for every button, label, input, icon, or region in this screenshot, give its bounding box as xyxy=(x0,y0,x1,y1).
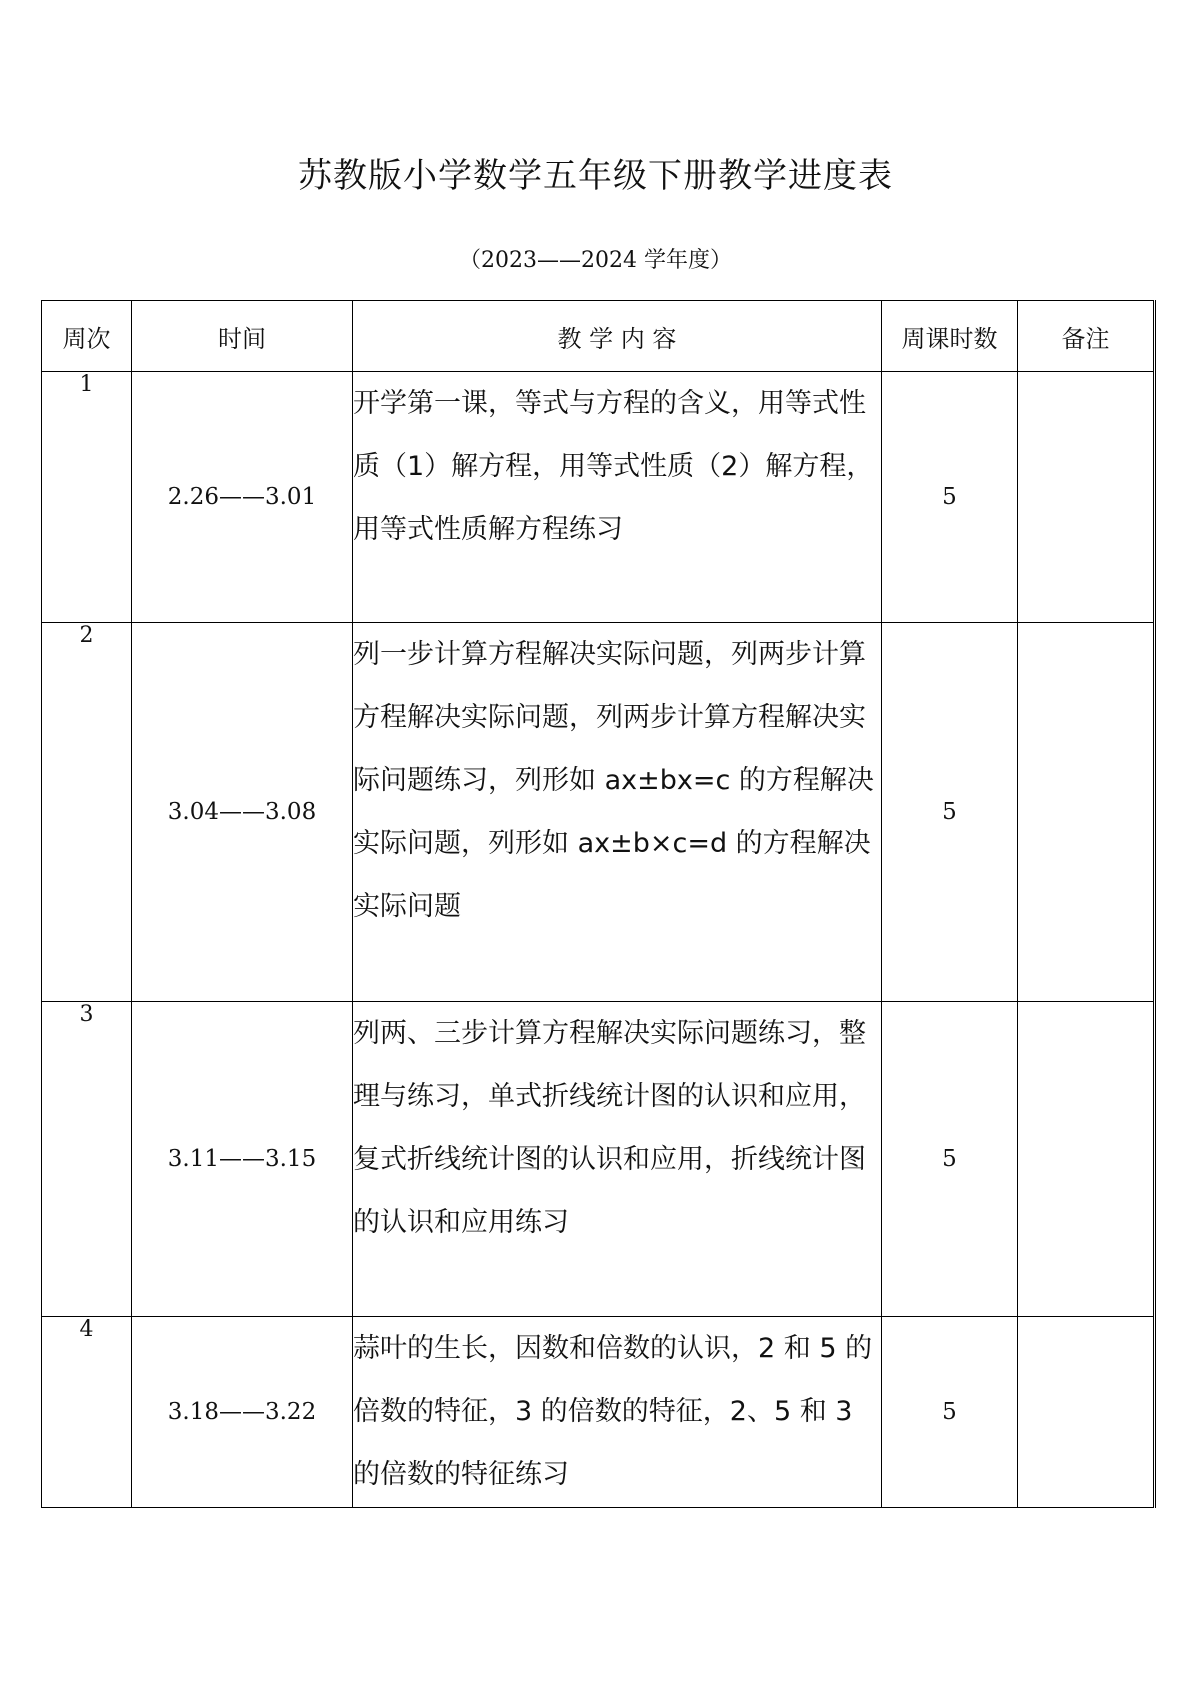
cell-week: 3 xyxy=(42,1002,132,1317)
cell-content: 开学第一课，等式与方程的含义，用等式性质（1）解方程，用等式性质（2）解方程，用等式性质解方程练习 xyxy=(353,372,882,623)
table-row xyxy=(42,623,1155,1002)
header-time: 时间 xyxy=(132,301,353,372)
cell-week: 4 xyxy=(42,1317,132,1508)
header-week: 周次 xyxy=(42,301,132,372)
cell-time: 3.04——3.08 xyxy=(132,623,353,1002)
table-header-row xyxy=(42,301,1155,372)
cell-content: 列两、三步计算方程解决实际问题练习，整理与练习，单式折线统计图的认识和应用，复式折线统计图的认识和应用，折线统计图的认识和应用练习 xyxy=(353,1002,882,1317)
cell-hours: 5 xyxy=(882,1002,1018,1317)
cell-hours: 5 xyxy=(882,1317,1018,1508)
teaching-schedule-table xyxy=(41,300,1156,1508)
cell-note xyxy=(1018,1002,1155,1317)
cell-hours: 5 xyxy=(882,623,1018,1002)
page-title: 苏教版小学数学五年级下册教学进度表 xyxy=(298,156,893,196)
cell-hours: 5 xyxy=(882,372,1018,623)
header-hours: 周课时数 xyxy=(882,301,1018,372)
cell-content: 蒜叶的生长，因数和倍数的认识，2 和 5 的倍数的特征，3 的倍数的特征，2、5 和 3 的倍数的特征练习 xyxy=(353,1317,882,1508)
cell-week: 1 xyxy=(42,372,132,623)
cell-week: 2 xyxy=(42,623,132,1002)
table-row xyxy=(42,372,1155,623)
table-row xyxy=(42,1002,1155,1317)
cell-content: 列一步计算方程解决实际问题，列两步计算方程解决实际问题，列两步计算方程解决实际问题练习，列形如 ax±bx=c 的方程解决实际问题，列形如 ax±b×c=d 的方程解决实际问题 xyxy=(353,623,882,1002)
school-year-subtitle: （2023——2024 学年度） xyxy=(459,248,732,273)
cell-note xyxy=(1018,623,1155,1002)
table-row xyxy=(42,1317,1155,1508)
header-note: 备注 xyxy=(1018,301,1155,372)
cell-note xyxy=(1018,1317,1155,1508)
cell-note xyxy=(1018,372,1155,623)
header-content: 教 学 内 容 xyxy=(353,301,882,372)
cell-time: 3.11——3.15 xyxy=(132,1002,353,1317)
cell-time: 3.18——3.22 xyxy=(132,1317,353,1508)
cell-time: 2.26——3.01 xyxy=(132,372,353,623)
